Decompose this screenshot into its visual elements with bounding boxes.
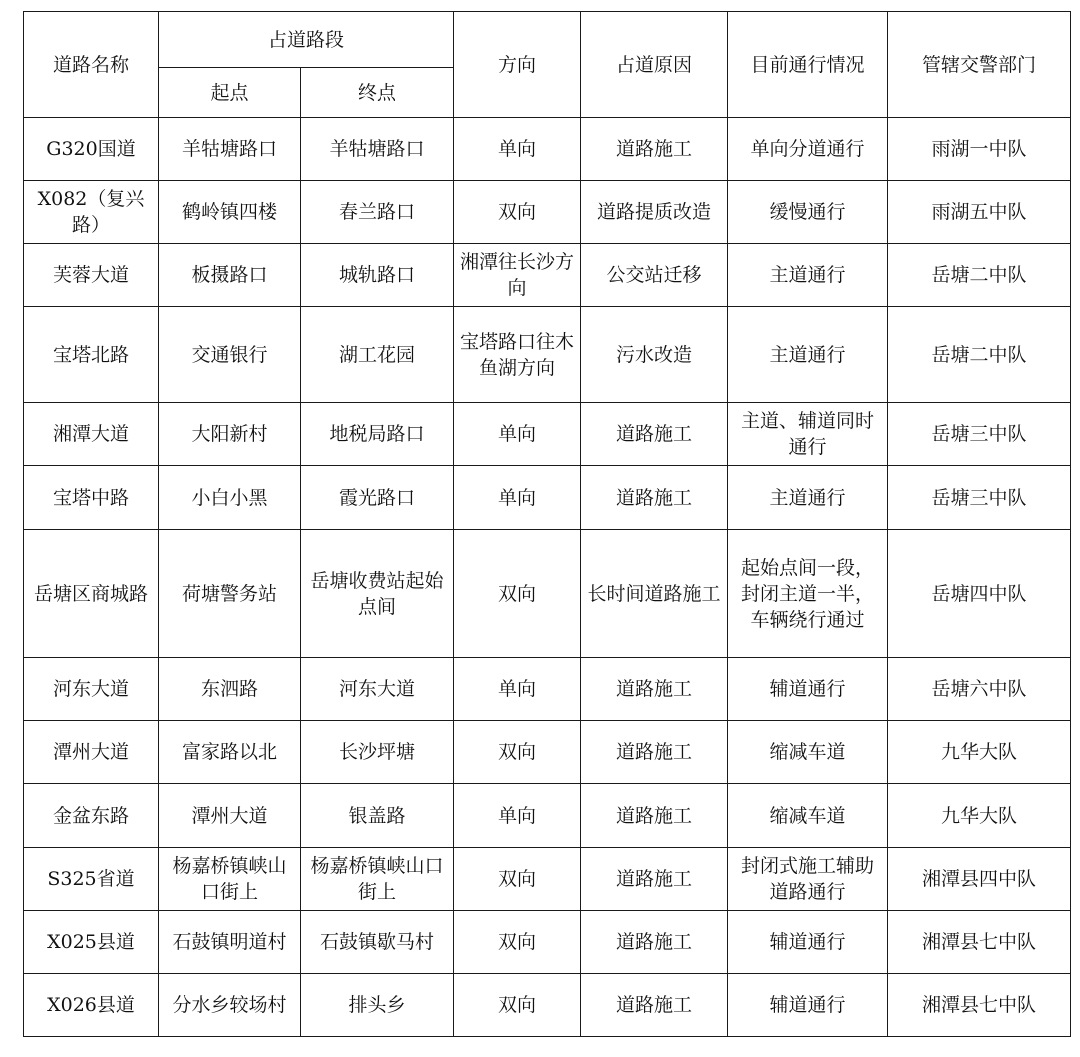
cell-start: 石鼓镇明道村 [159, 911, 301, 974]
cell-direction: 双向 [454, 974, 581, 1037]
cell-police: 雨湖五中队 [888, 181, 1071, 244]
cell-direction: 双向 [454, 911, 581, 974]
cell-reason: 公交站迁移 [581, 244, 728, 307]
cell-traffic: 主道通行 [728, 307, 888, 403]
cell-start: 板摄路口 [159, 244, 301, 307]
cell-police: 湘潭县七中队 [888, 911, 1071, 974]
cell-reason: 道路施工 [581, 848, 728, 911]
cell-start: 大阳新村 [159, 403, 301, 466]
cell-start: 交通银行 [159, 307, 301, 403]
cell-road: 宝塔中路 [24, 466, 159, 530]
cell-road: 金盆东路 [24, 784, 159, 848]
table-row [24, 848, 1071, 911]
cell-traffic: 主道、辅道同时通行 [728, 403, 888, 466]
header-road-name: 道路名称 [24, 12, 159, 118]
table-row [24, 466, 1071, 530]
cell-reason: 道路施工 [581, 911, 728, 974]
cell-traffic: 缩减车道 [728, 721, 888, 784]
cell-start: 羊牯塘路口 [159, 118, 301, 181]
table-row [24, 181, 1071, 244]
table-row [24, 911, 1071, 974]
header-police: 管辖交警部门 [888, 12, 1071, 118]
cell-reason: 污水改造 [581, 307, 728, 403]
cell-direction: 双向 [454, 721, 581, 784]
cell-direction: 单向 [454, 466, 581, 530]
cell-reason: 道路提质改造 [581, 181, 728, 244]
cell-end: 排头乡 [301, 974, 454, 1037]
cell-start: 鹤岭镇四楼 [159, 181, 301, 244]
cell-road: X025县道 [24, 911, 159, 974]
cell-traffic: 封闭式施工辅助道路通行 [728, 848, 888, 911]
cell-traffic: 辅道通行 [728, 974, 888, 1037]
cell-direction: 双向 [454, 530, 581, 658]
cell-reason: 道路施工 [581, 974, 728, 1037]
cell-reason: 道路施工 [581, 784, 728, 848]
cell-direction: 单向 [454, 118, 581, 181]
cell-road: 河东大道 [24, 658, 159, 721]
road-occupation-table [23, 11, 1071, 1037]
cell-end: 城轨路口 [301, 244, 454, 307]
cell-road: 湘潭大道 [24, 403, 159, 466]
cell-traffic: 缩减车道 [728, 784, 888, 848]
cell-direction: 双向 [454, 181, 581, 244]
cell-end: 河东大道 [301, 658, 454, 721]
table-row [24, 307, 1071, 403]
table-row [24, 244, 1071, 307]
cell-end: 羊牯塘路口 [301, 118, 454, 181]
cell-start: 富家路以北 [159, 721, 301, 784]
cell-traffic: 单向分道通行 [728, 118, 888, 181]
cell-direction: 单向 [454, 784, 581, 848]
cell-road: 芙蓉大道 [24, 244, 159, 307]
cell-direction: 宝塔路口往木鱼湖方向 [454, 307, 581, 403]
cell-reason: 道路施工 [581, 118, 728, 181]
cell-end: 地税局路口 [301, 403, 454, 466]
header-traffic: 目前通行情况 [728, 12, 888, 118]
cell-traffic: 辅道通行 [728, 911, 888, 974]
header-segment: 占道路段 [159, 12, 454, 68]
cell-end: 岳塘收费站起始点间 [301, 530, 454, 658]
cell-direction: 单向 [454, 658, 581, 721]
cell-start: 杨嘉桥镇峡山口街上 [159, 848, 301, 911]
cell-reason: 道路施工 [581, 721, 728, 784]
cell-police: 九华大队 [888, 784, 1071, 848]
cell-start: 小白小黑 [159, 466, 301, 530]
cell-police: 湘潭县四中队 [888, 848, 1071, 911]
header-row-1 [24, 12, 1071, 68]
cell-direction: 双向 [454, 848, 581, 911]
cell-direction: 单向 [454, 403, 581, 466]
cell-police: 岳塘二中队 [888, 307, 1071, 403]
cell-end: 石鼓镇歇马村 [301, 911, 454, 974]
cell-end: 霞光路口 [301, 466, 454, 530]
table-row [24, 118, 1071, 181]
table-row [24, 530, 1071, 658]
cell-road: 岳塘区商城路 [24, 530, 159, 658]
cell-end: 春兰路口 [301, 181, 454, 244]
cell-reason: 道路施工 [581, 466, 728, 530]
cell-traffic: 主道通行 [728, 466, 888, 530]
cell-reason: 道路施工 [581, 403, 728, 466]
cell-police: 岳塘四中队 [888, 530, 1071, 658]
header-direction: 方向 [454, 12, 581, 118]
cell-traffic: 主道通行 [728, 244, 888, 307]
cell-start: 潭州大道 [159, 784, 301, 848]
cell-road: X082（复兴路） [24, 181, 159, 244]
cell-traffic: 起始点间一段，封闭主道一半，车辆绕行通过 [728, 530, 888, 658]
cell-direction: 湘潭往长沙方向 [454, 244, 581, 307]
cell-road: S325省道 [24, 848, 159, 911]
cell-police: 岳塘三中队 [888, 466, 1071, 530]
cell-road: 宝塔北路 [24, 307, 159, 403]
cell-police: 岳塘六中队 [888, 658, 1071, 721]
cell-police: 湘潭县七中队 [888, 974, 1071, 1037]
cell-police: 雨湖一中队 [888, 118, 1071, 181]
cell-police: 岳塘二中队 [888, 244, 1071, 307]
cell-start: 分水乡较场村 [159, 974, 301, 1037]
cell-end: 长沙坪塘 [301, 721, 454, 784]
table-row [24, 974, 1071, 1037]
cell-end: 杨嘉桥镇峡山口街上 [301, 848, 454, 911]
table-row [24, 784, 1071, 848]
cell-start: 荷塘警务站 [159, 530, 301, 658]
cell-reason: 道路施工 [581, 658, 728, 721]
table-row [24, 658, 1071, 721]
cell-police: 岳塘三中队 [888, 403, 1071, 466]
table-row [24, 721, 1071, 784]
cell-police: 九华大队 [888, 721, 1071, 784]
table-row [24, 403, 1071, 466]
cell-road: G320国道 [24, 118, 159, 181]
cell-start: 东泗路 [159, 658, 301, 721]
cell-end: 银盖路 [301, 784, 454, 848]
cell-road: X026县道 [24, 974, 159, 1037]
cell-traffic: 缓慢通行 [728, 181, 888, 244]
header-start: 起点 [159, 68, 301, 118]
cell-reason: 长时间道路施工 [581, 530, 728, 658]
cell-traffic: 辅道通行 [728, 658, 888, 721]
header-reason: 占道原因 [581, 12, 728, 118]
cell-end: 湖工花园 [301, 307, 454, 403]
header-end: 终点 [301, 68, 454, 118]
cell-road: 潭州大道 [24, 721, 159, 784]
